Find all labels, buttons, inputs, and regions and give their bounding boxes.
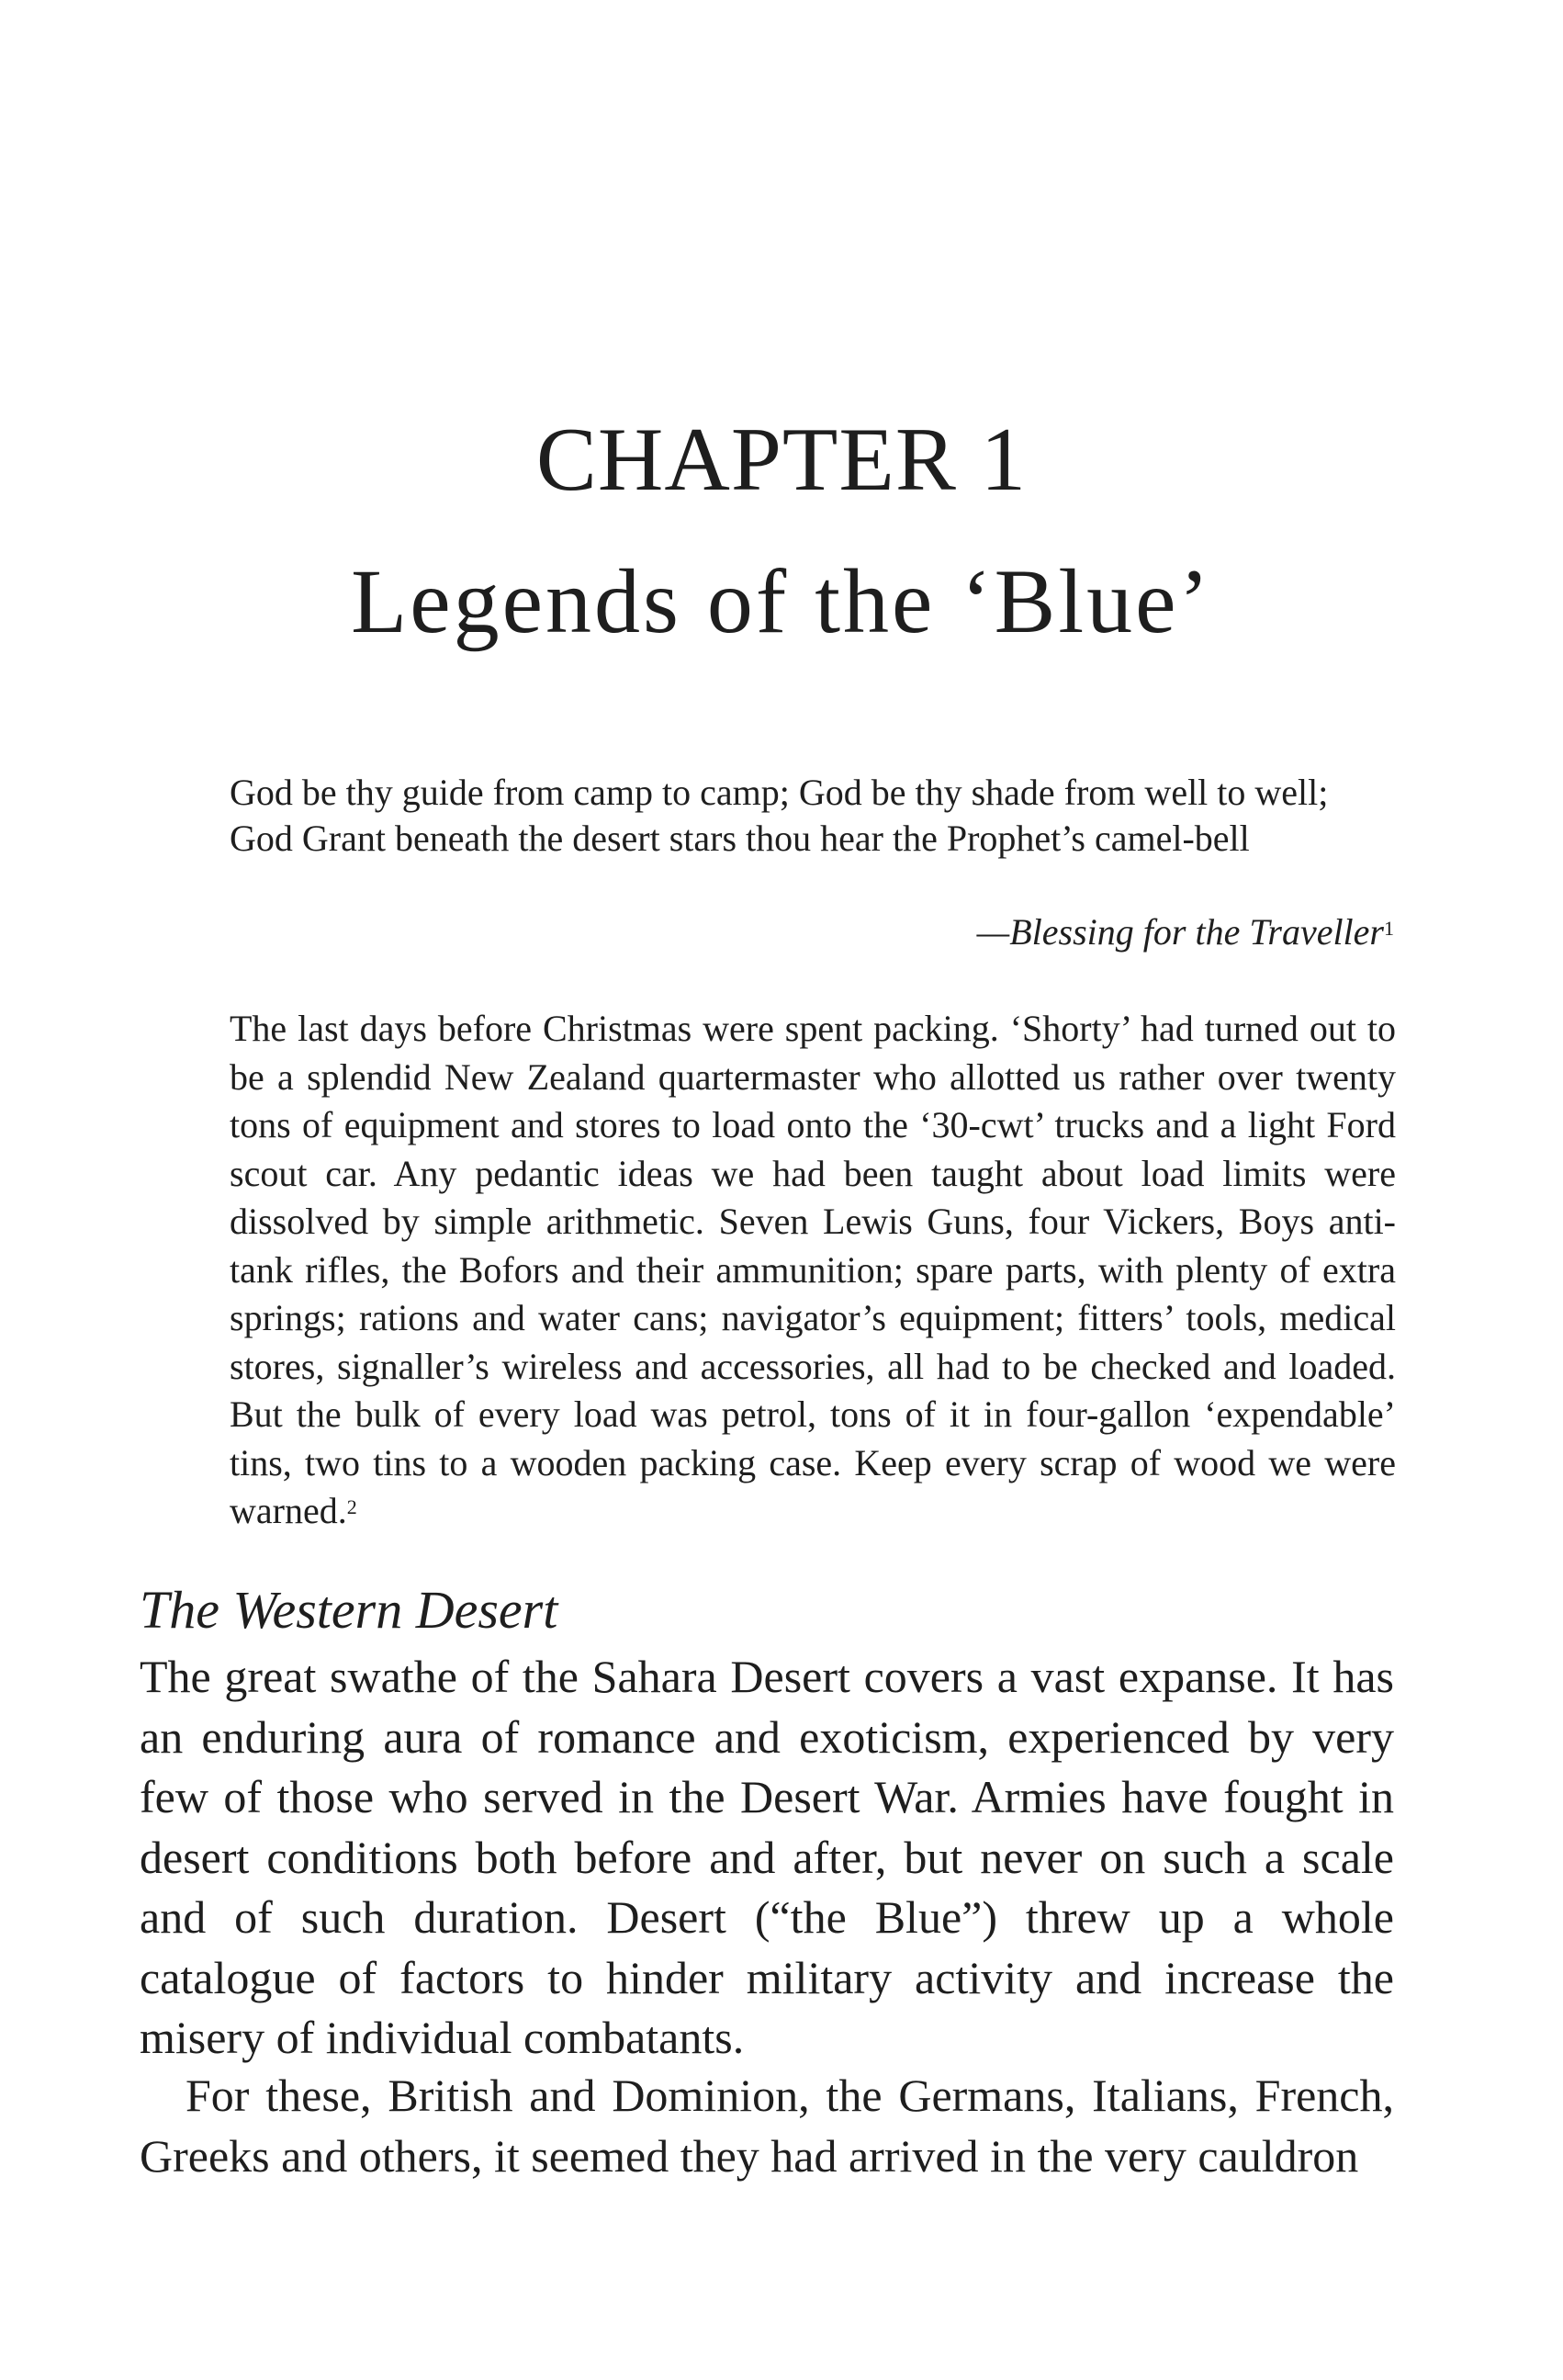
chapter-number: CHAPTER 1	[535, 410, 1028, 511]
epigraph-attribution	[230, 909, 1394, 955]
intro-paragraph-text: The last days before Christmas were spent packing. ‘Shorty’ had turned out to be a splendid New Zealand quartermaster who allotted us rather over twenty tons of equipment and stores to load onto the ‘30-cwt’ trucks and a light Ford scout car. Any pedantic ideas we had been taught about load limits were dissolved by simple arithmetic. Seven Lewis Guns, four Vickers, Boys anti-tank rifles, the Bofors and their ammunition; spare parts, with plenty of extra springs; rations and water cans; navigator’s equipment; fitters’ tools, medical stores, signaller’s wireless and accessories, all had to be checked and loaded. But the bulk of every load was petrol, tons of it in four-gallon ‘expendable’ tins, two tins to a wooden packing case. Keep every scrap of wood we were warned.	[230, 1008, 1396, 1531]
section-paragraph-1: The great swathe of the Sahara Desert covers a vast expanse. It has an enduring aura of romance and exoticism, experienced by very few of those who served in the Desert War. Armies have fought in desert conditions both before and after, but never on such a scale and of such duration. Desert (“the Blue”) threw up a whole catalogue of factors to hinder military activity and increase the misery of individual combatants.	[140, 1651, 1394, 2063]
chapter-title: Legends of the ‘Blue’	[351, 550, 1212, 652]
footnote-marker-2: 2	[346, 1495, 357, 1518]
intro-paragraph	[230, 1005, 1396, 1536]
attribution-text: —Blessing for the Traveller	[976, 911, 1384, 953]
section-paragraph-2: For these, British and Dominion, the Germans, Italians, French, Greeks and others, it seemed they had arrived in the very cauldron	[140, 2070, 1394, 2182]
section-heading: The Western Desert	[140, 1580, 558, 1640]
footnote-marker-1: 1	[1384, 917, 1394, 940]
epigraph-text: God be thy guide from camp to camp; God be thy shade from well to well; God Grant beneath the desert stars thou hear the Prophet’s camel-bell	[230, 772, 1329, 859]
